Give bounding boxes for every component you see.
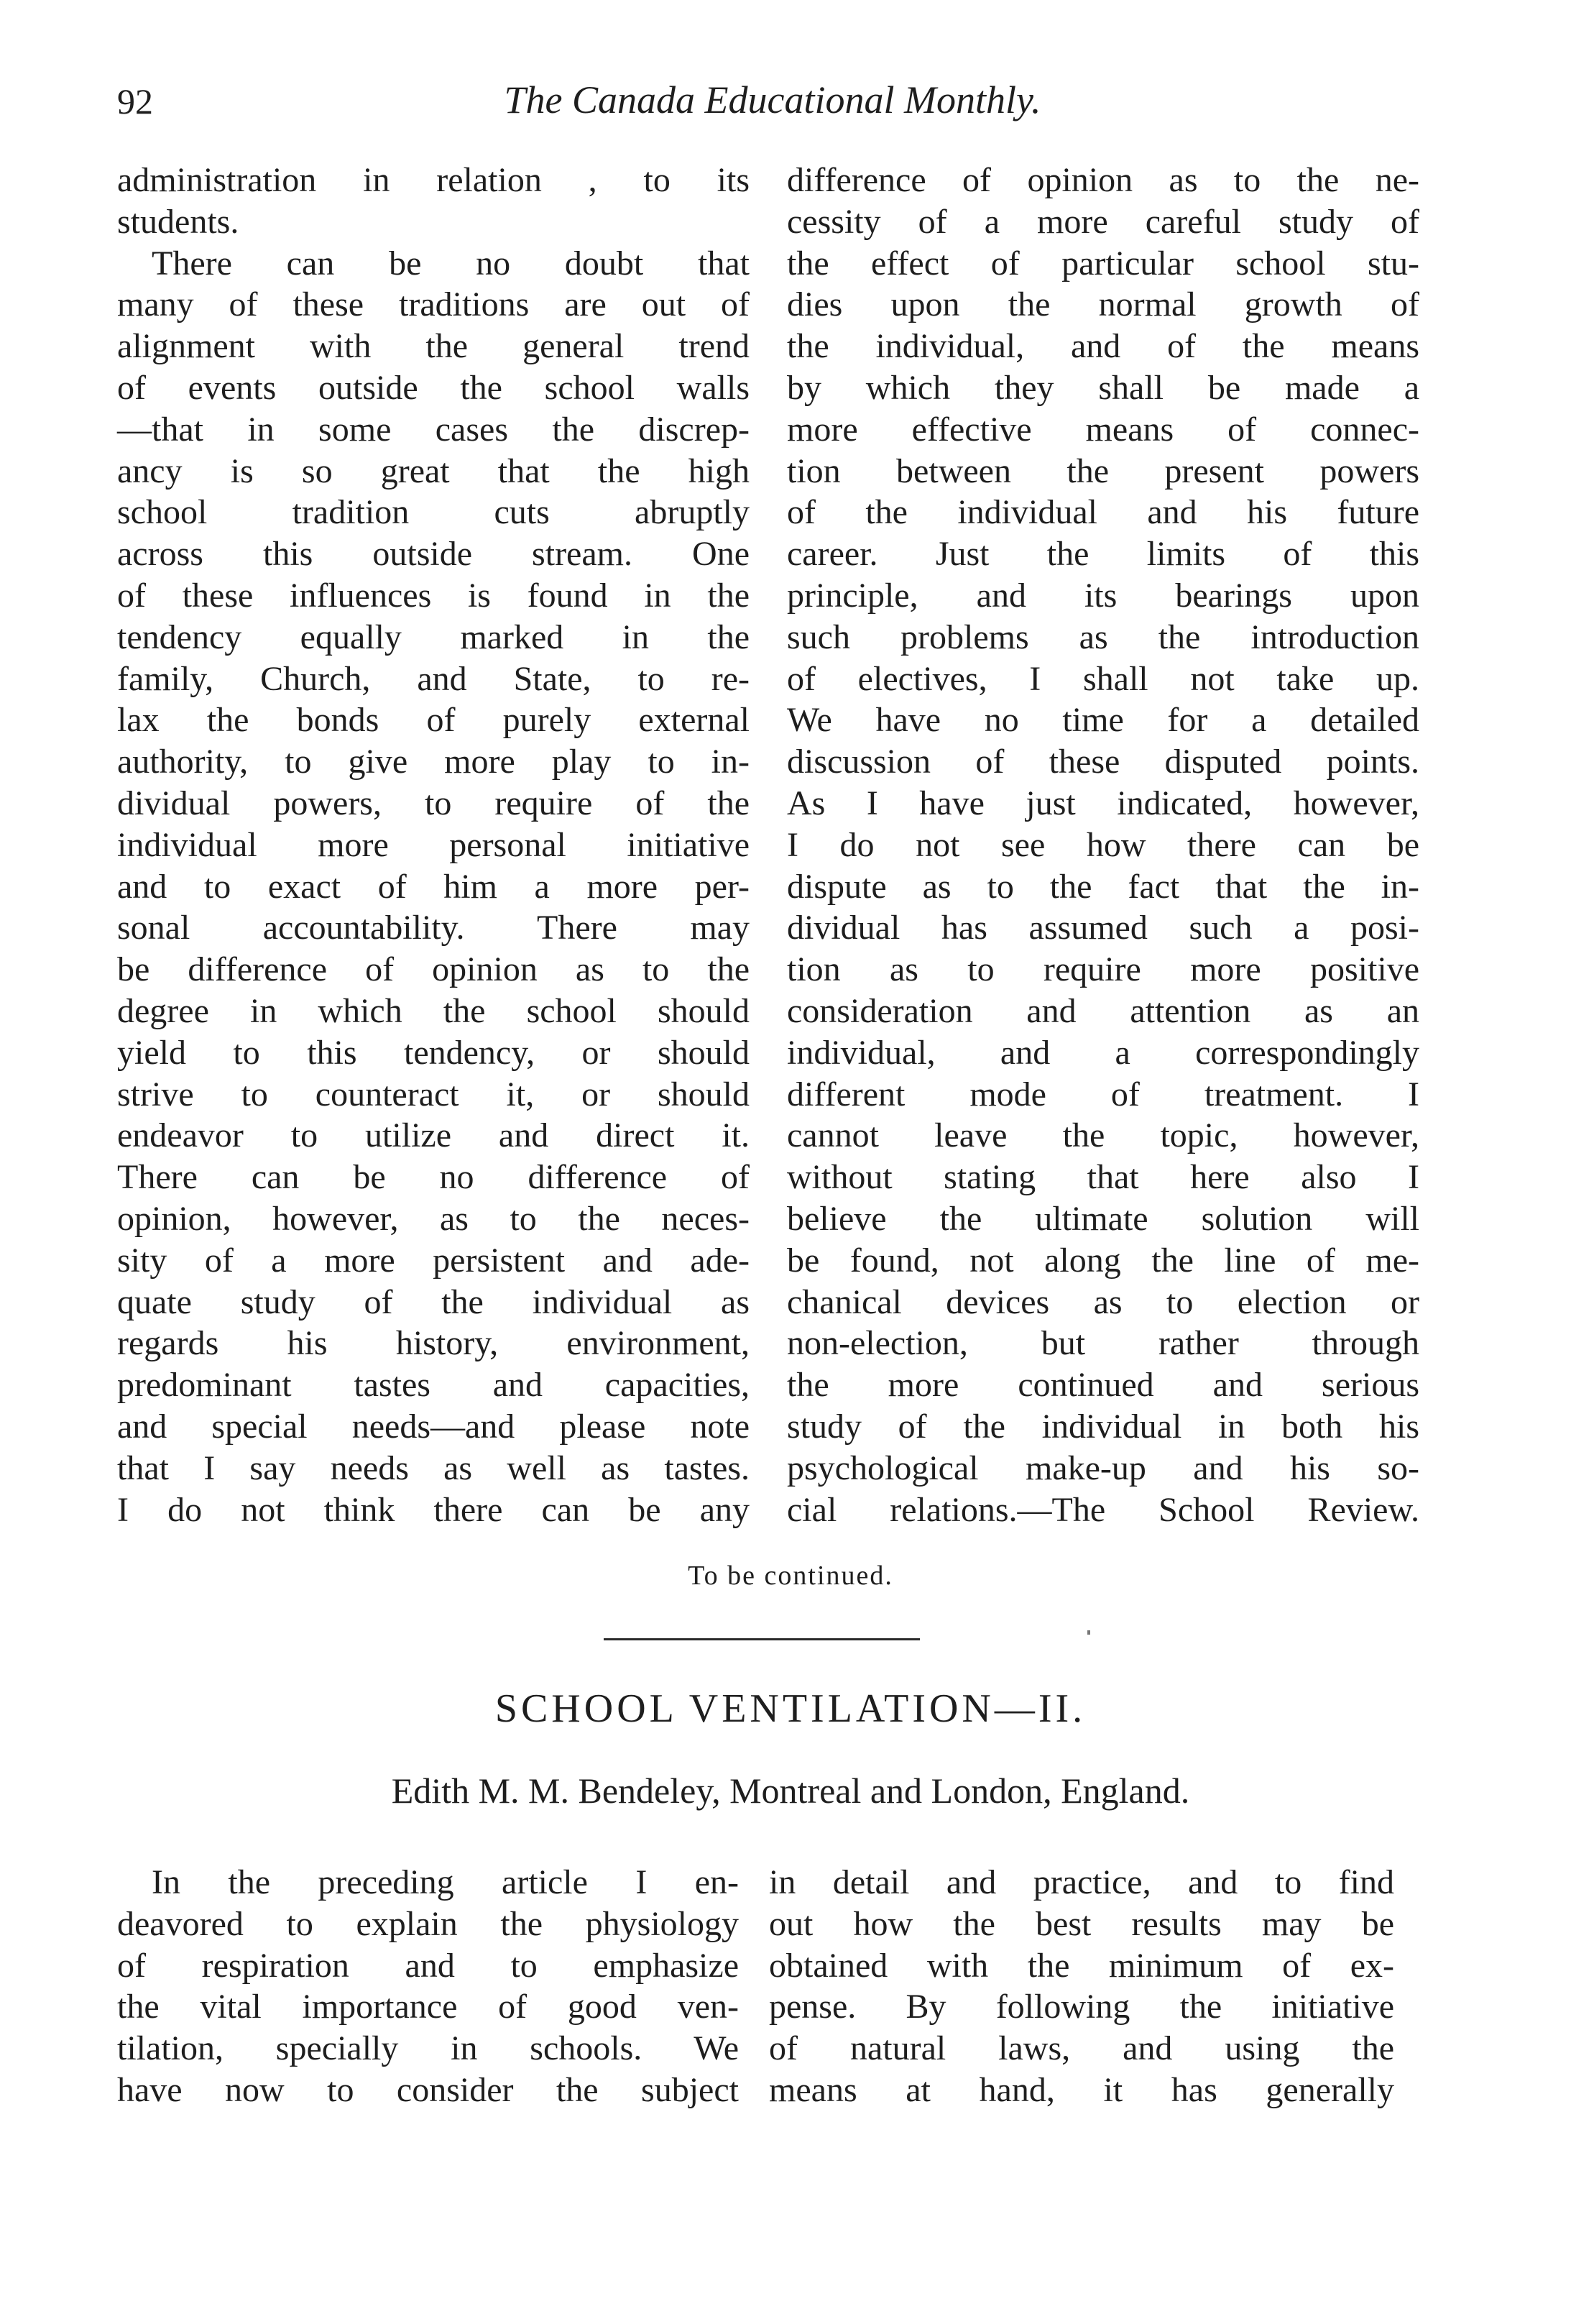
text-line: strive to counteract it, or should	[117, 1075, 750, 1113]
text-line: in detail and practice, and to find	[769, 1863, 1394, 1901]
text-line: by which they shall be made a	[787, 368, 1419, 407]
text-line: more effective means of connec-	[787, 410, 1419, 449]
text-line: authority, to give more play to in-	[117, 743, 750, 781]
text-line: opinion, however, as to the neces-	[117, 1199, 750, 1238]
text-line: sity of a more persistent and ade-	[117, 1241, 750, 1280]
text-line: individual more personal initiative	[117, 825, 750, 864]
text-line: of natural laws, and using the	[769, 2029, 1394, 2068]
text-line: have now to consider the subject	[117, 2070, 739, 2109]
text-line: I do not think there can be any	[117, 1490, 750, 1529]
continued-note: To be continued.	[688, 1561, 893, 1591]
text-line: many of these traditions are out of	[117, 285, 750, 324]
text-line: degree in which the school should	[117, 991, 750, 1030]
text-line: that I say needs as well as tastes.	[117, 1448, 750, 1487]
text-line: discussion of these disputed points.	[787, 743, 1419, 781]
text-line: We have no time for a detailed	[787, 701, 1419, 740]
text-line: different mode of treatment. I	[787, 1075, 1419, 1113]
text-line: career. Just the limits of this	[787, 535, 1419, 574]
section-divider	[604, 1638, 920, 1640]
text-line: of electives, I shall not take up.	[787, 659, 1419, 698]
text-line: tion between the present powers	[787, 451, 1419, 490]
text-line: As I have just indicated, however,	[787, 784, 1419, 822]
text-line: deavored to explain the physiology	[117, 1904, 739, 1943]
text-line: There can be no difference of	[117, 1158, 750, 1197]
continued-article-left-column	[117, 160, 750, 1530]
text-line: In the preceding article I en-	[152, 1863, 739, 1901]
new-article-left-column	[117, 1862, 739, 2111]
text-line: cannot leave the topic, however,	[787, 1116, 1419, 1155]
text-line: There can be no doubt that	[152, 244, 750, 283]
text-line: alignment with the general trend	[117, 327, 750, 366]
text-line: dies upon the normal growth of	[787, 285, 1419, 324]
text-line: of these influences is found in the	[117, 576, 750, 615]
text-line: ancy is so great that the high	[117, 451, 750, 490]
text-line: out how the best results may be	[769, 1904, 1394, 1943]
text-line: such problems as the introduction	[787, 617, 1419, 656]
text-line: believe the ultimate solution will	[787, 1199, 1419, 1238]
text-line: cial relations.—The School Review.	[787, 1490, 1419, 1529]
print-speck	[1087, 1630, 1090, 1635]
text-line: dispute as to the fact that the in-	[787, 867, 1419, 906]
text-line: tion as to require more positive	[787, 950, 1419, 989]
text-line: of events outside the school walls	[117, 368, 750, 407]
text-line: chanical devices as to election or	[787, 1282, 1419, 1321]
new-article-right-column	[769, 1862, 1394, 2111]
page-number: 92	[117, 81, 153, 121]
text-line: students.	[117, 202, 239, 241]
text-line: difference of opinion as to the ne-	[787, 161, 1419, 199]
text-line: principle, and its bearings upon	[787, 576, 1419, 615]
text-line: study of the individual in both his	[787, 1407, 1419, 1446]
text-line: I do not see how there can be	[787, 825, 1419, 864]
text-line: and to exact of him a more per-	[117, 867, 750, 906]
text-line: be found, not along the line of me-	[787, 1241, 1419, 1280]
text-line: be difference of opinion as to the	[117, 950, 750, 989]
text-line: without stating that here also I	[787, 1158, 1419, 1197]
text-line: across this outside stream. One	[117, 535, 750, 574]
text-line: individual, and a correspondingly	[787, 1033, 1419, 1072]
text-line: tendency equally marked in the	[117, 617, 750, 656]
text-line: —that in some cases the discrep-	[117, 410, 750, 449]
text-line: predominant tastes and capacities,	[117, 1366, 750, 1405]
text-line: the individual, and of the means	[787, 327, 1419, 366]
text-line: endeavor to utilize and direct it.	[117, 1116, 750, 1155]
text-line: pense. By following the initiative	[769, 1988, 1394, 2026]
text-line: yield to this tendency, or should	[117, 1033, 750, 1072]
text-line: consideration and attention as an	[787, 991, 1419, 1030]
text-line: school tradition cuts abruptly	[117, 493, 750, 532]
article-byline: Edith M. M. Bendeley, Montreal and London, England.	[391, 1770, 1190, 1811]
text-line: dividual powers, to require of the	[117, 784, 750, 822]
text-line: tilation, specially in schools. We	[117, 2029, 739, 2068]
text-line: lax the bonds of purely external	[117, 701, 750, 740]
running-head: The Canada Educational Monthly.	[504, 78, 1041, 121]
text-line: and special needs—and please note	[117, 1407, 750, 1446]
text-line: administration in relation , to its	[117, 161, 750, 199]
text-line: obtained with the minimum of ex-	[769, 1946, 1394, 1985]
continued-article-right-column	[787, 160, 1419, 1530]
text-line: psychological make-up and his so-	[787, 1448, 1419, 1487]
article-title: SCHOOL VENTILATION—II.	[494, 1686, 1087, 1731]
text-line: non-election, but rather through	[787, 1324, 1419, 1363]
text-line: dividual has assumed such a posi-	[787, 909, 1419, 947]
text-line: of the individual and his future	[787, 493, 1419, 532]
text-line: sonal accountability. There may	[117, 909, 750, 947]
text-line: the effect of particular school stu-	[787, 244, 1419, 283]
text-line: quate study of the individual as	[117, 1282, 750, 1321]
text-line: the more continued and serious	[787, 1366, 1419, 1405]
text-line: cessity of a more careful study of	[787, 202, 1419, 241]
text-line: family, Church, and State, to re-	[117, 659, 750, 698]
text-line: the vital importance of good ven-	[117, 1988, 739, 2026]
text-line: means at hand, it has generally	[769, 2070, 1394, 2109]
text-line: of respiration and to emphasize	[117, 1946, 739, 1985]
text-line: regards his history, environment,	[117, 1324, 750, 1363]
